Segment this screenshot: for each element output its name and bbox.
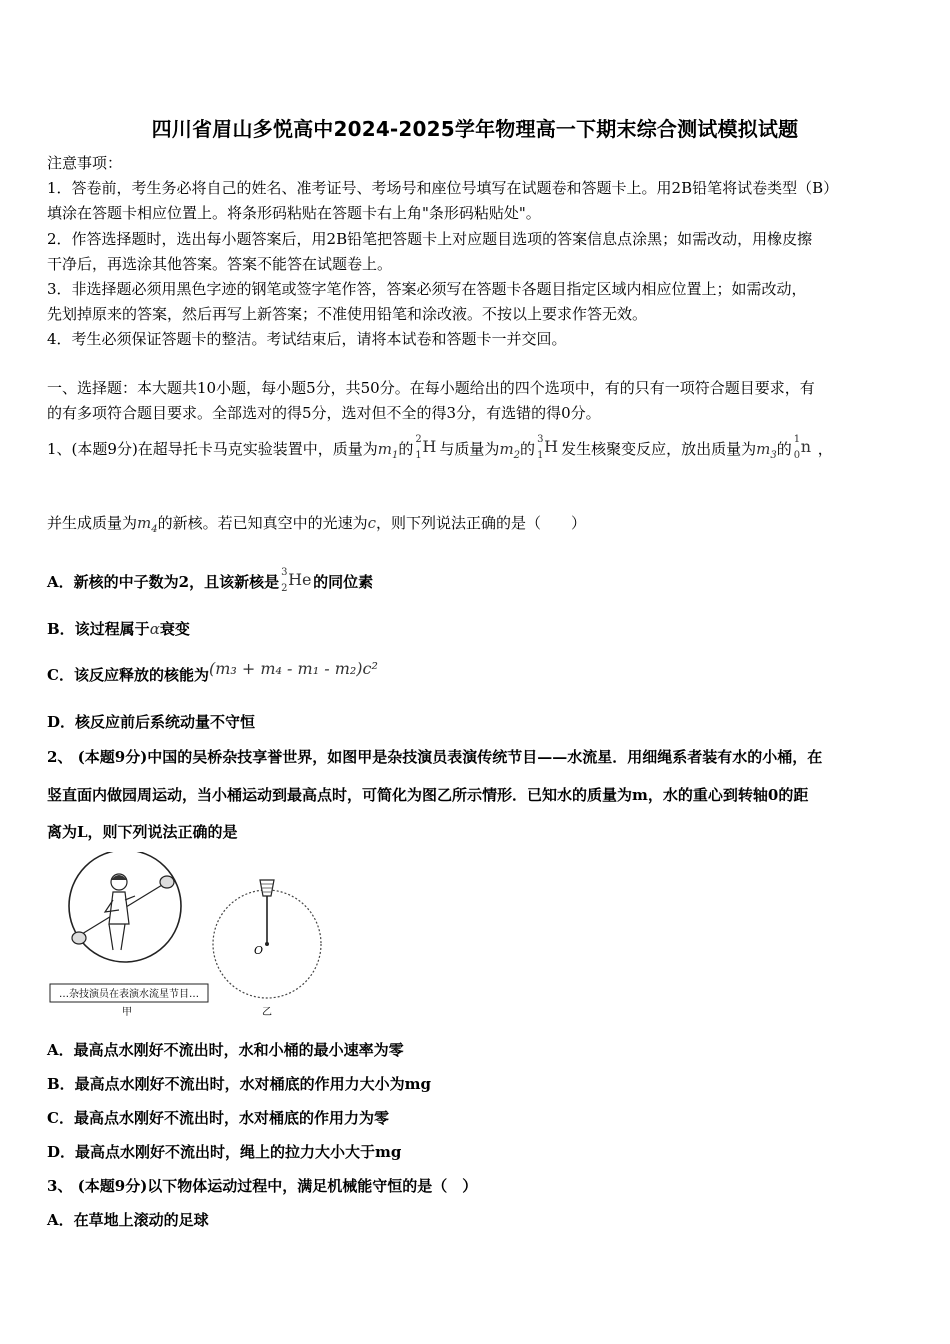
- notice-heading: 注意事项：: [47, 154, 123, 172]
- q1-option-c-text: C．该反应释放的核能为: [47, 666, 209, 684]
- q2-option-a: A．最高点水刚好不流出时，水和小桶的最小速率为零: [47, 1041, 404, 1059]
- c-symbol: c: [367, 514, 377, 532]
- q1-text: ，则下列说法正确的是（ ）: [376, 514, 587, 532]
- q1-option-a-text: 的同位素: [313, 573, 374, 591]
- notice-line-2: 填涂在答题卡相应位置上。将条形码粘贴在答题卡右上角"条形码粘贴处"。: [47, 204, 541, 222]
- q3-stem: 3、 (本题9分)以下物体运动过程中，满足机械能守恒的是（ ）: [47, 1177, 478, 1195]
- notice-line-1: 1．答卷前，考生务必将自己的姓名、准考证号、考场号和座位号填写在试题卷和答题卡上。用2B铅笔将试卷类型（B）: [47, 179, 839, 197]
- page-title: 四川省眉山多悦高中2024-2025学年物理高一下期末综合测试模拟试题: [151, 117, 799, 141]
- figure-caption: …杂技演员在表演水流星节目…: [59, 989, 199, 1000]
- q1-text: 1、(本题9分)在超导托卡马克实验装置中，质量为: [47, 440, 378, 458]
- m1-symbol: $m_1$: [377, 440, 399, 461]
- q2-option-b: B．最高点水刚好不流出时，水对桶底的作用力大小为mg: [47, 1075, 432, 1093]
- m2-symbol: $m_2$: [499, 440, 521, 461]
- bucket-bottom: [72, 932, 86, 944]
- q2-stem-line-1: 2、 (本题9分)中国的吴桥杂技享誉世界，如图甲是杂技演员表演传统节目——水流星．用细绳系者装有水的小桶，在: [47, 748, 823, 766]
- m3-symbol: $m_3$: [756, 440, 777, 461]
- section-1-line-2: 的有多项符合题目要求。全部选对的得5分，选对但不全的得3分，有选错的得0分。: [47, 404, 601, 422]
- q2-stem-line-3: 离为L，则下列说法正确的是: [47, 823, 238, 841]
- q1-option-a: [47, 567, 374, 594]
- bucket-top: [160, 876, 174, 888]
- neutron-nuclide: 1 0 n: [793, 434, 812, 461]
- q2-option-d: D．最高点水刚好不流出时，绳上的拉力大小大于mg: [47, 1143, 402, 1161]
- q1-text: 的: [398, 440, 414, 458]
- label-jia: 甲: [122, 1007, 132, 1018]
- notice-line-4: 干净后，再选涂其他答案。答案不能答在试题卷上。: [47, 255, 393, 273]
- water-meteor-figure: [47, 852, 337, 1022]
- helium-nuclide: 3 2 He: [281, 567, 312, 594]
- performer-body: [109, 892, 129, 924]
- q1-text: 的新核。若已知真空中的光速为: [157, 514, 368, 532]
- alpha-symbol: α: [149, 620, 160, 638]
- q1-text: 发生核聚变反应，放出质量为: [561, 440, 757, 458]
- q1-option-b-text: B．该过程属于: [47, 620, 150, 638]
- q1-option-b: [47, 618, 190, 639]
- performer-legs: [109, 924, 125, 950]
- label-yi: 乙: [262, 1007, 272, 1018]
- q1-stem-line-1: [47, 434, 833, 461]
- q1-option-b-text: 衰变: [159, 620, 190, 638]
- q2-stem-line-2: 竖直面内做园周运动，当小桶运动到最高点时，可简化为图乙所示情形．已知水的质量为m，水的重心到转轴0的距: [47, 786, 809, 804]
- q1-text: ，: [817, 440, 833, 458]
- energy-formula: (m₃ + m₄ - m₁ - m₂)c²: [208, 659, 378, 678]
- q1-option-a-text: A．新核的中子数为2，且该新核是: [47, 573, 280, 591]
- q3-option-a: A．在草地上滚动的足球: [47, 1211, 209, 1229]
- notice-line-5: 3．非选择题必须用黑色字迹的钢笔或签字笔作答，答案必须写在答题卡各题目指定区域内相应位置上；如需改动，: [47, 280, 807, 298]
- q1-stem-line-2: [47, 512, 586, 535]
- center-label: O: [254, 944, 264, 957]
- q1-option-c: [47, 659, 378, 685]
- axis-point: [265, 942, 269, 946]
- deuterium-nuclide: 2 1 H: [415, 434, 437, 461]
- q1-text: 的: [520, 440, 536, 458]
- q1-text: 并生成质量为: [47, 514, 138, 532]
- notice-line-6: 先划掉原来的答案，然后再写上新答案；不准使用铅笔和涂改液。不按以上要求作答无效。: [47, 305, 648, 323]
- q1-option-d: D．核反应前后系统动量不守恒: [47, 713, 256, 731]
- notice-line-3: 2．作答选择题时，选出每小题答案后，用2B铅笔把答题卡上对应题目选项的答案信息点涂黑；如需改动，用橡皮擦: [47, 230, 813, 248]
- tritium-nuclide: 3 1 H: [537, 434, 559, 461]
- figure-drawing: [47, 852, 337, 1022]
- notice-line-7: 4．考生必须保证答题卡的整洁。考试结束后，请将本试卷和答题卡一并交回。: [47, 330, 567, 348]
- m4-symbol: $m_4$: [137, 514, 158, 535]
- q2-option-c: C．最高点水刚好不流出时，水对桶底的作用力为零: [47, 1109, 389, 1127]
- q1-text: 与质量为: [439, 440, 500, 458]
- q1-text: 的: [776, 440, 792, 458]
- section-1-line-1: 一、选择题：本大题共10小题，每小题5分，共50分。在每小题给出的四个选项中，有的只有一项符合题目要求，有: [47, 379, 815, 397]
